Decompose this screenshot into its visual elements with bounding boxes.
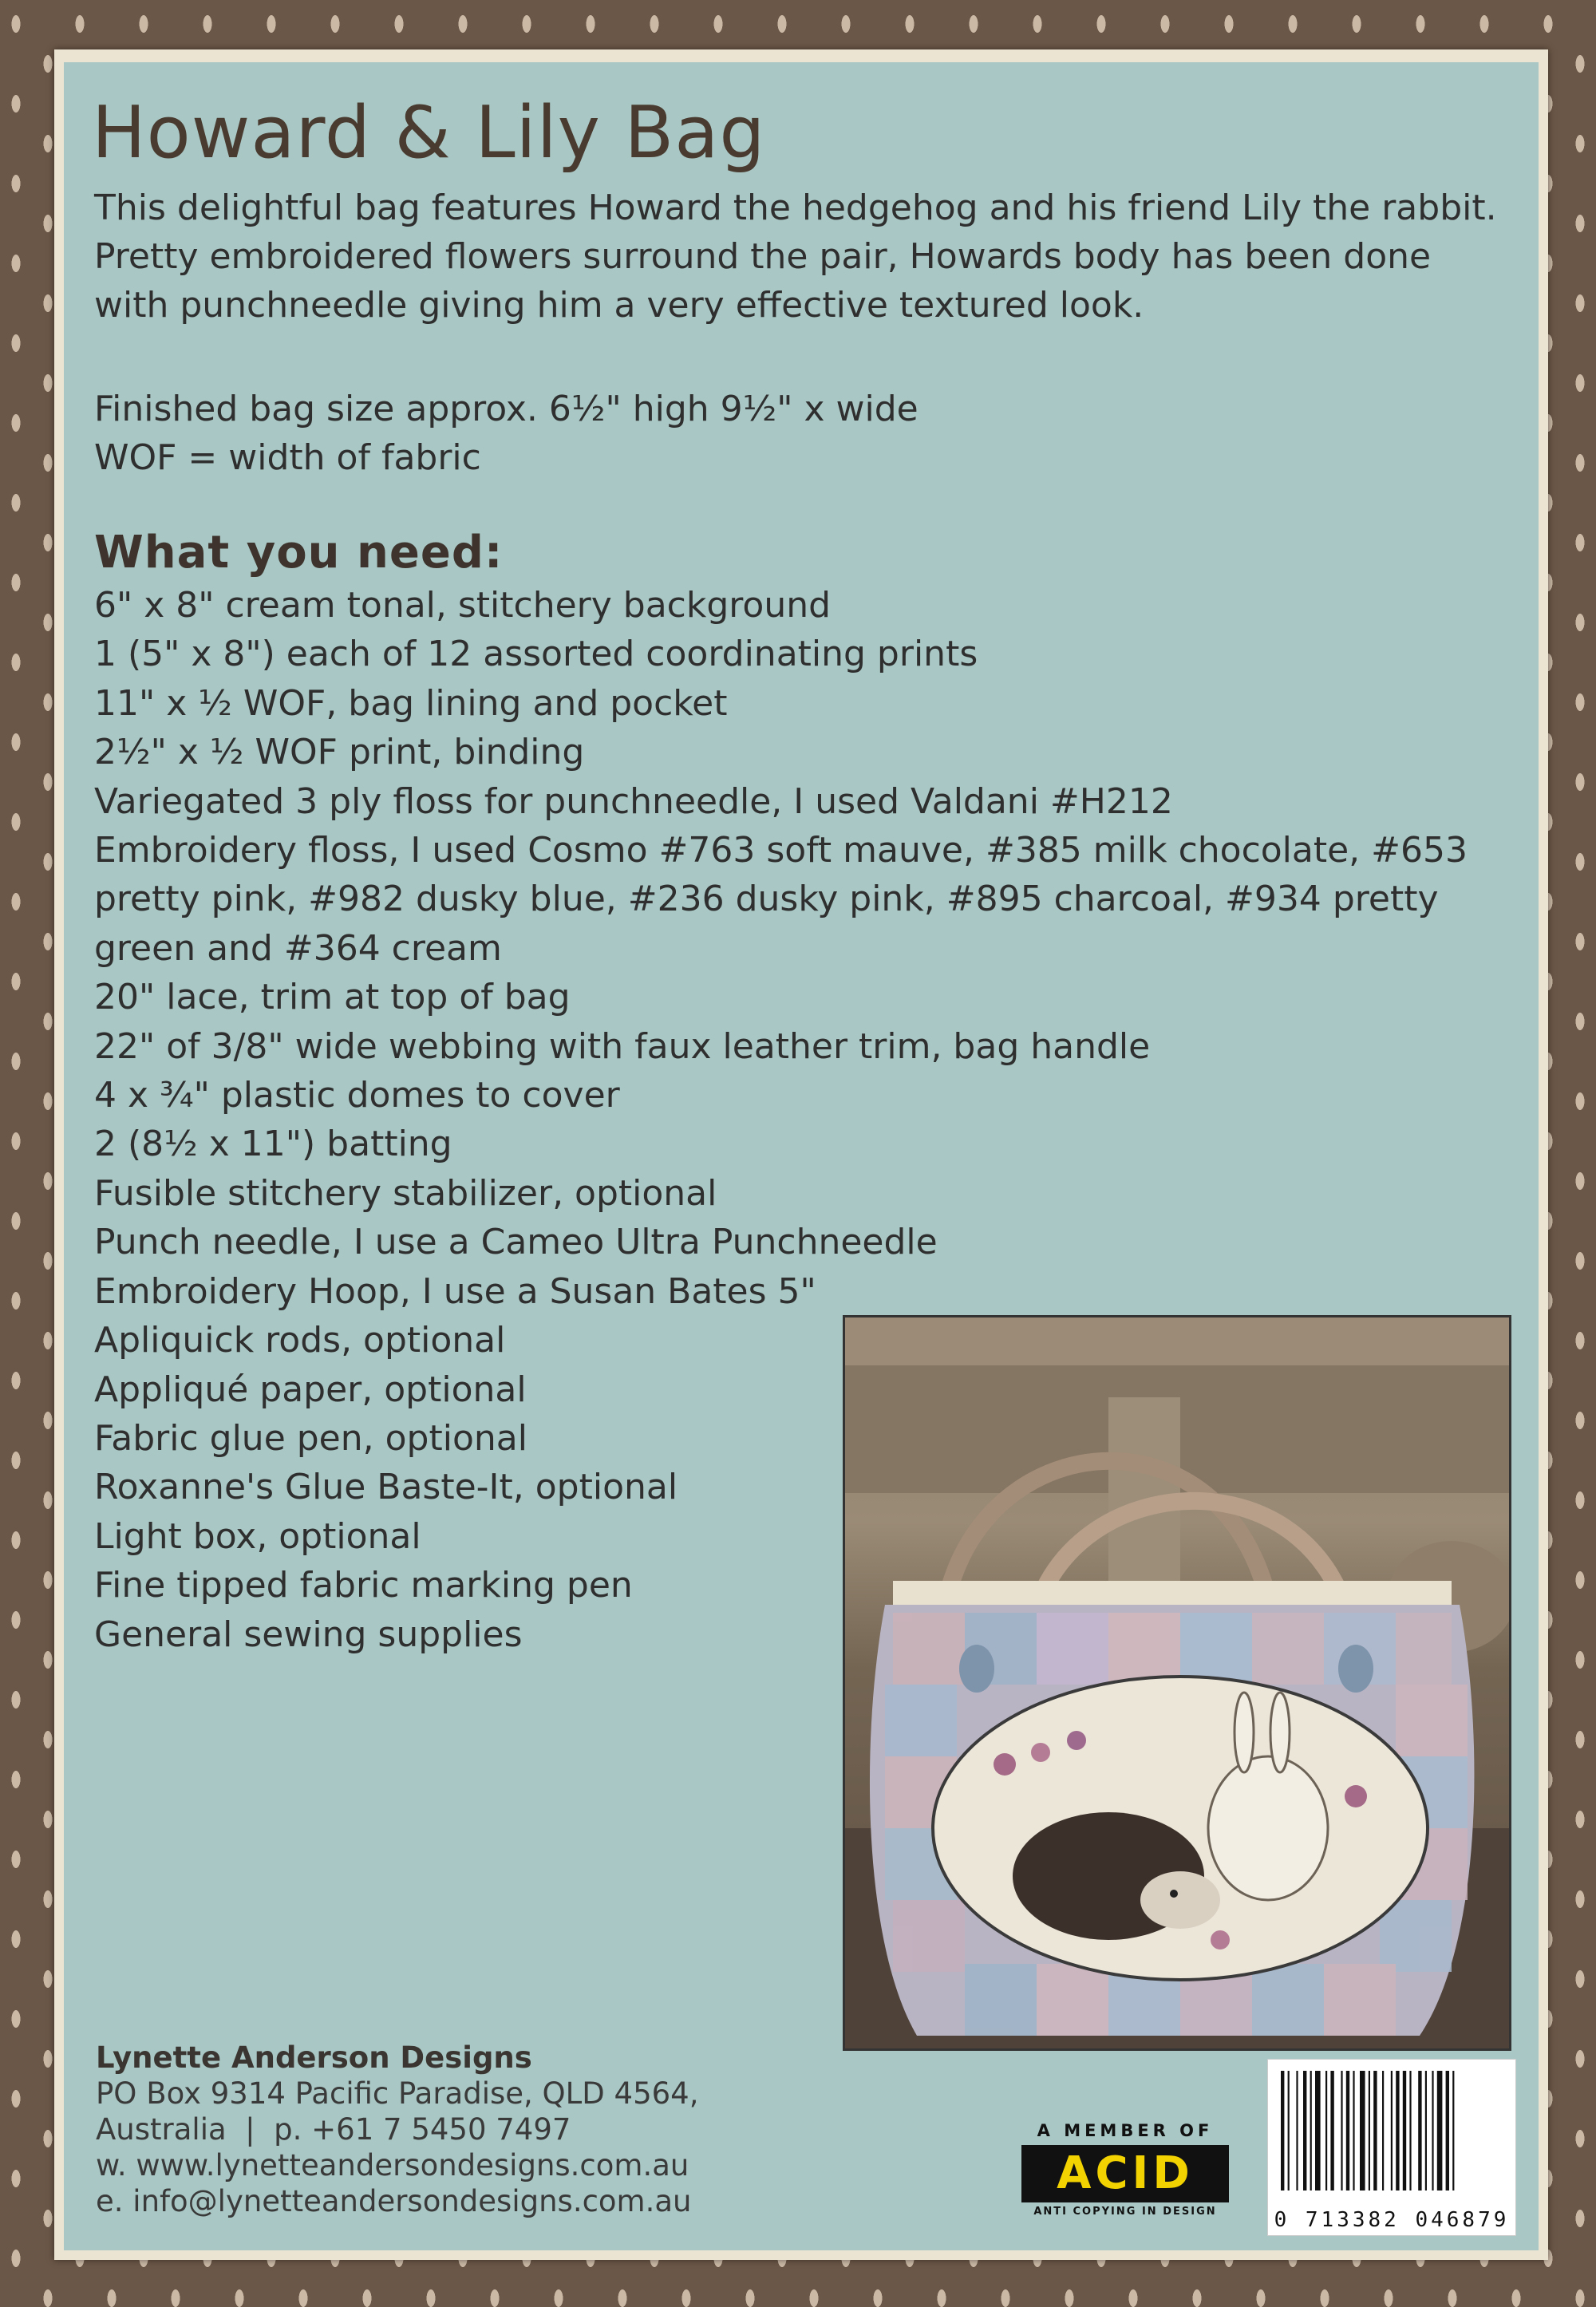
size-specs — [94, 385, 918, 482]
barcode-bar — [1373, 2071, 1377, 2190]
list-item: Embroidery Hoop, I use a Susan Bates 5" — [94, 1270, 816, 1312]
list-item: Fusible stitchery stabilizer, optional — [94, 1172, 717, 1214]
barcode-bar — [1341, 2071, 1342, 2190]
barcode-bar — [1369, 2071, 1370, 2190]
barcode — [1267, 2059, 1516, 2236]
email: e. info@lynetteandersondesigns.com.au — [96, 2184, 692, 2218]
contact-block — [96, 2040, 698, 2219]
acid-member-text: A MEMBER OF — [1037, 2121, 1214, 2140]
barcode-bar — [1382, 2071, 1384, 2190]
barcode-bar — [1353, 2071, 1354, 2190]
finished-size: Finished bag size approx. 6½" high 9½" x wide — [94, 389, 918, 429]
list-item: Light box, optional — [94, 1515, 421, 1557]
list-item: Embroidery floss, I used Cosmo #763 soft mauve, #385 milk chocolate, #653 pretty pink, #982 dusky blue, #236 dusky pink, #895 charcoal, #934 pretty green and #364 cream — [94, 830, 1468, 969]
company-name: Lynette Anderson Designs — [96, 2040, 532, 2075]
barcode-bar — [1452, 2071, 1454, 2190]
country-phone: Australia | p. +61 7 5450 7497 — [96, 2112, 571, 2147]
barcode-bar — [1315, 2071, 1321, 2190]
list-item: Fine tipped fabric marking pen — [94, 1565, 633, 1606]
barcode-bar — [1446, 2071, 1449, 2190]
list-item: 4 x ¾" plastic domes to cover — [94, 1075, 620, 1116]
requirements-heading: What you need: — [94, 527, 504, 579]
website: w. www.lynetteandersondesigns.com.au — [96, 2148, 689, 2183]
barcode-bar — [1360, 2071, 1365, 2190]
acid-wordmark: ACID — [1021, 2145, 1229, 2202]
barcode-bar — [1425, 2071, 1427, 2190]
barcode-bars — [1268, 2060, 1515, 2203]
barcode-bar — [1432, 2071, 1433, 2190]
barcode-bar — [1288, 2071, 1290, 2190]
list-item: 11" x ½ WOF, bag lining and pocket — [94, 682, 728, 724]
list-item: General sewing supplies — [94, 1614, 523, 1655]
barcode-bar — [1391, 2071, 1393, 2190]
barcode-bar — [1403, 2071, 1406, 2190]
barcode-bar — [1437, 2071, 1443, 2190]
bag-photo — [843, 1315, 1511, 2051]
barcode-bar — [1330, 2071, 1333, 2190]
acid-logo — [1021, 2121, 1229, 2218]
list-item: 22" of 3/8" wide webbing with faux leather trim, bag handle — [94, 1025, 1151, 1067]
bag-illustration — [845, 1317, 1509, 2048]
barcode-bar — [1346, 2071, 1349, 2190]
barcode-number: 0 713382 046879 — [1274, 2208, 1510, 2232]
list-item: Apliquick rods, optional — [94, 1320, 506, 1361]
acid-tagline: ANTI COPYING IN DESIGN — [1033, 2206, 1217, 2218]
pattern-card — [64, 62, 1539, 2250]
barcode-bar — [1396, 2071, 1399, 2190]
list-item: 2 (8½ x 11") batting — [94, 1124, 452, 1165]
pattern-description: This delightful bag features Howard the hedgehog and his friend Lily the rabbit. Pretty embroidered flowers surround the pair, Howards body has been done with punchneedle giving him a very effective textured look. — [94, 188, 1497, 326]
pattern-title: Howard & Lily Bag — [92, 91, 766, 175]
barcode-bar — [1310, 2071, 1312, 2190]
list-item: 20" lace, trim at top of bag — [94, 977, 571, 1018]
list-item: Roxanne's Glue Baste-It, optional — [94, 1467, 678, 1508]
barcode-bar — [1325, 2071, 1327, 2190]
postal-address: PO Box 9314 Pacific Paradise, QLD 4564, — [96, 2076, 699, 2111]
list-item: Fabric glue pen, optional — [94, 1417, 527, 1459]
list-item: 1 (5" x 8") each of 12 assorted coordinating prints — [94, 634, 978, 675]
list-item: 6" x 8" cream tonal, stitchery background — [94, 585, 832, 626]
barcode-bar — [1281, 2071, 1284, 2190]
barcode-bar — [1296, 2071, 1298, 2190]
barcode-bar — [1418, 2071, 1421, 2190]
list-item: Appliqué paper, optional — [94, 1369, 527, 1410]
list-item: Variegated 3 ply floss for punchneedle, I used Valdani #H212 — [94, 780, 1173, 822]
list-item: 2½" x ½ WOF print, binding — [94, 732, 585, 773]
barcode-bar — [1303, 2071, 1306, 2190]
barcode-bar — [1409, 2071, 1411, 2190]
list-item: Punch needle, I use a Cameo Ultra Punchneedle — [94, 1222, 938, 1263]
wof-definition: WOF = width of fabric — [94, 437, 481, 478]
